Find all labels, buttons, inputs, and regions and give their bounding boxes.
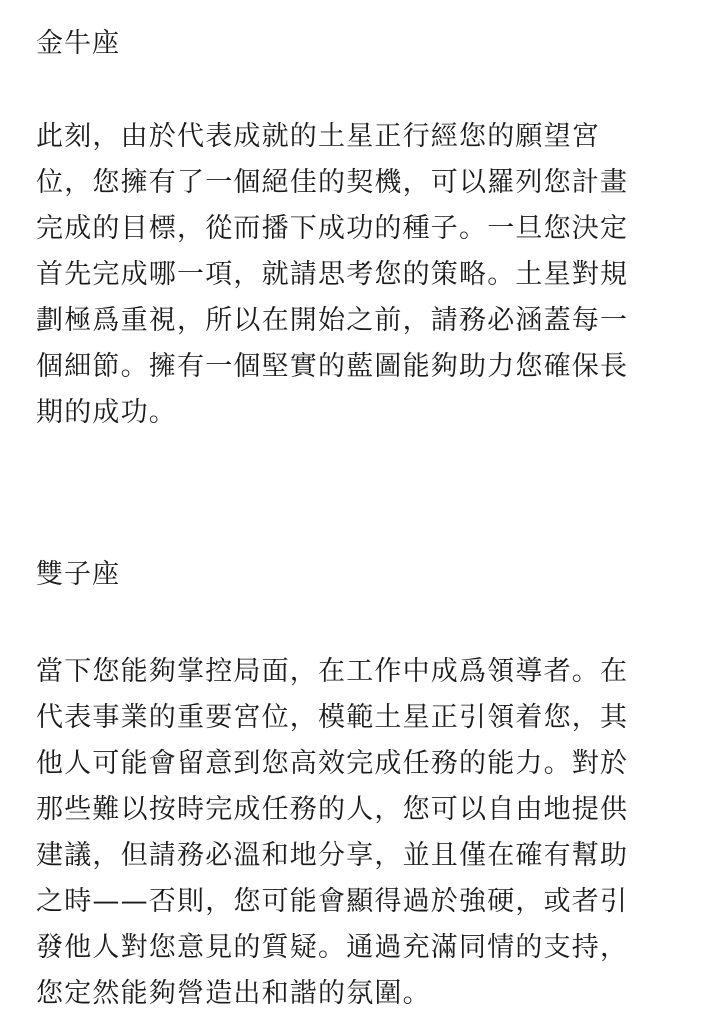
paragraph-line: 當下您能夠掌控局面，在工作中成爲領導者。在 xyxy=(36,656,629,687)
horoscope-section-gemini xyxy=(36,555,676,1017)
paragraph-line: 劃極爲重視，所以在開始之前，請務必涵蓋每一 xyxy=(36,305,629,336)
paragraph-line: 首先完成哪一項，就請思考您的策略。土星對規 xyxy=(36,259,629,290)
paragraph-line: 此刻，由於代表成就的土星正行經您的願望宮 xyxy=(36,121,600,152)
paragraph-line: 個細節。擁有一個堅實的藍圖能夠助力您確保長 xyxy=(36,351,629,382)
paragraph-line: 他人可能會留意到您高效完成任務的能力。對於 xyxy=(36,748,629,779)
paragraph-line: 完成的目標，從而播下成功的種子。一旦您決定 xyxy=(36,213,629,244)
horoscope-paragraph xyxy=(36,649,676,1017)
paragraph-line: 您定然能夠營造出和諧的氛圍。 xyxy=(36,978,431,1009)
paragraph-line: 位，您擁有了一個絕佳的契機，可以羅列您計畫 xyxy=(36,167,629,198)
paragraph-line: 那些難以按時完成任務的人，您可以自由地提供 xyxy=(36,794,629,825)
paragraph-line: 發他人對您意見的質疑。通過充滿同情的支持， xyxy=(36,932,629,963)
horoscope-paragraph xyxy=(36,114,676,436)
paragraph-line: 建議，但請務必溫和地分享，並且僅在確有幫助 xyxy=(36,840,629,871)
paragraph-line: 代表事業的重要宮位，模範土星正引領着您，其 xyxy=(36,702,629,733)
section-title: 雙子座 xyxy=(36,559,120,590)
horoscope-section-taurus xyxy=(36,24,676,436)
paragraph-line: 期的成功。 xyxy=(36,397,177,428)
paragraph-line: 之時——否則，您可能會顯得過於強硬，或者引 xyxy=(36,886,629,917)
section-title: 金牛座 xyxy=(36,28,120,59)
